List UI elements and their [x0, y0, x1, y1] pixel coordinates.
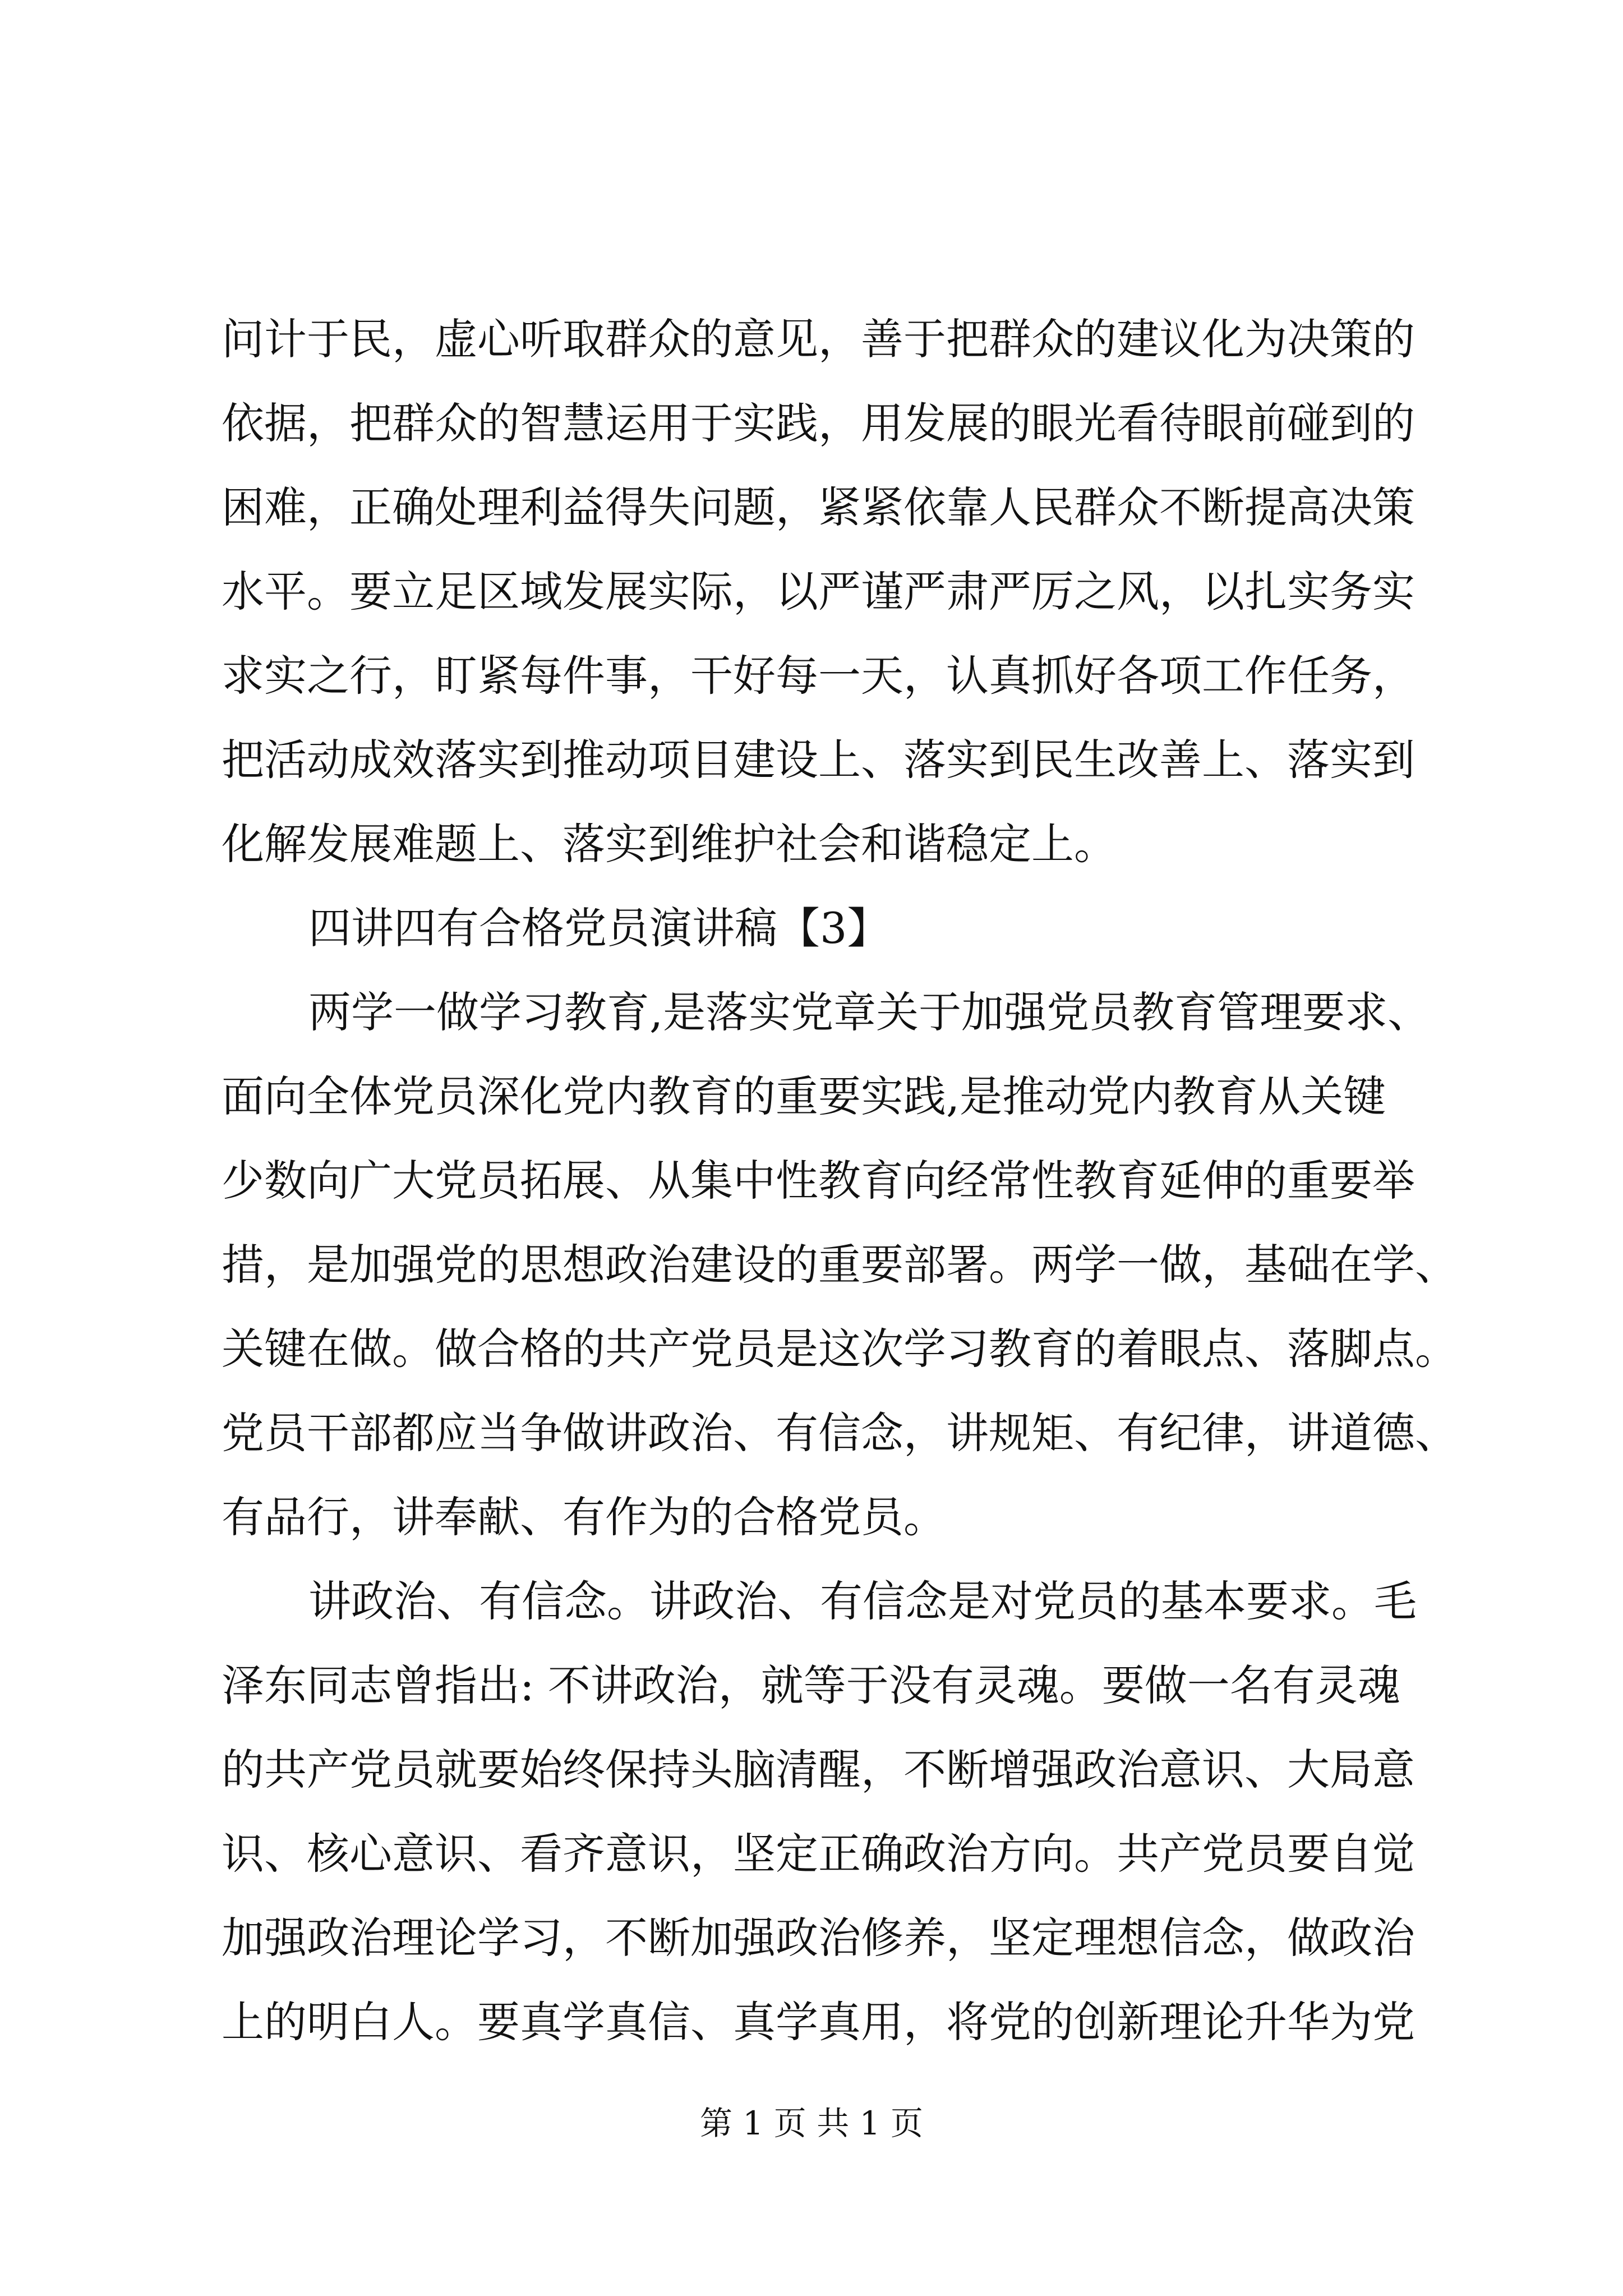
paragraph-1-line-5: 求实之行，盯紧每件事，干好每一天，认真抓好各项工作任务， [222, 651, 1415, 701]
paragraph-2-line-3: 少数向广大党员拓展、从集中性教育向经常性教育延伸的重要举 [222, 1156, 1415, 1205]
paragraph-1-line-1: 问计于民，虚心听取群众的意见，善于把群众的建议化为决策的 [222, 314, 1415, 364]
paragraph-2-line-1: 两学一做学习教育,是落实党章关于加强党员教育管理要求、 [308, 987, 1431, 1037]
paragraph-2-line-6: 党员干部都应当争做讲政治、有信念，讲规矩、有纪律，讲道德、 [222, 1408, 1458, 1458]
paragraph-1-line-7: 化解发展难题上、落实到维护社会和谐稳定上。 [222, 819, 1117, 869]
section-heading: 四讲四有合格党员演讲稿【3】 [308, 903, 890, 953]
paragraph-2-line-4: 措，是加强党的思想政治建设的重要部署。两学一做，基础在学、 [222, 1240, 1458, 1290]
paragraph-3-line-2: 泽东同志曾指出: 不讲政治，就等于没有灵魂。要做一名有灵魂 [222, 1660, 1400, 1710]
paragraph-3-line-5: 加强政治理论学习，不断加强政治修养，坚定理想信念，做政治 [222, 1913, 1415, 1963]
paragraph-1-line-6: 把活动成效落实到推动项目建设上、落实到民生改善上、落实到 [222, 735, 1415, 785]
paragraph-3-line-3: 的共产党员就要始终保持头脑清醒，不断增强政治意识、大局意 [222, 1745, 1415, 1795]
paragraph-1-line-2: 依据，把群众的智慧运用于实践，用发展的眼光看待眼前碰到的 [222, 398, 1415, 448]
paragraph-2-line-2: 面向全体党员深化党内教育的重要实践,是推动党内教育从关键 [222, 1071, 1386, 1121]
paragraph-1-line-4: 水平。要立足区域发展实际，以严谨严肃严厉之风，以扎实务实 [222, 567, 1415, 616]
paragraph-3-line-4: 识、核心意识、看齐意识，坚定正确政治方向。共产党员要自觉 [222, 1829, 1415, 1879]
paragraph-1-line-3: 困难，正确处理利益得失问题，紧紧依靠人民群众不断提高决策 [222, 482, 1415, 532]
paragraph-3-line-1: 讲政治、有信念。讲政治、有信念是对党员的基本要求。毛 [308, 1576, 1417, 1626]
page-footer: 第 1 页 共 1 页 [700, 2104, 923, 2142]
paragraph-3-line-6: 上的明白人。要真学真信、真学真用，将党的创新理论升华为党 [222, 1997, 1415, 2047]
paragraph-2-line-5: 关键在做。做合格的共产党员是这次学习教育的着眼点、落脚点。 [222, 1324, 1458, 1374]
paragraph-2-line-7: 有品行，讲奉献、有作为的合格党员。 [222, 1492, 946, 1542]
document-body [222, 297, 1458, 2064]
